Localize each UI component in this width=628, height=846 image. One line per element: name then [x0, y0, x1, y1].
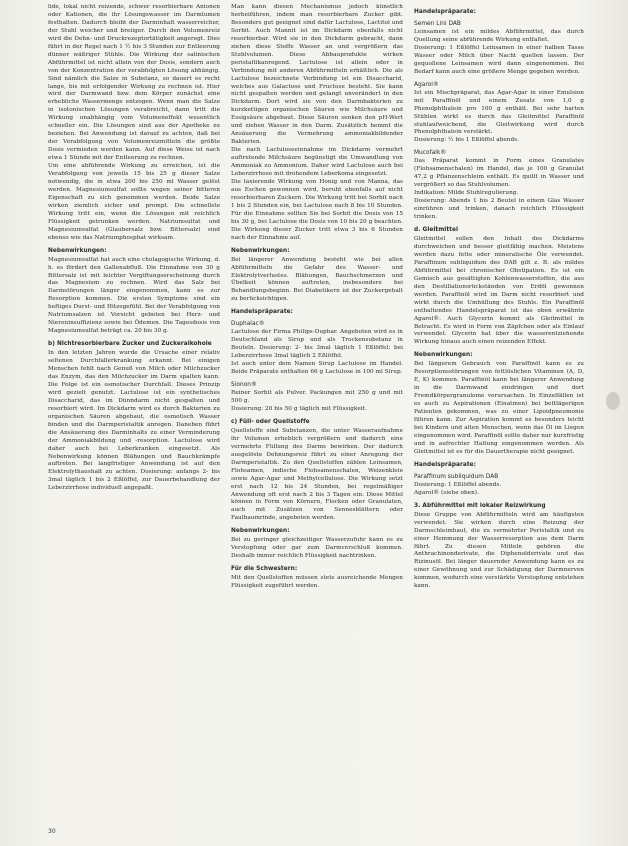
- product-name: Duphalac®: [231, 321, 265, 328]
- product-name: Semen Lini DAB: [414, 21, 461, 27]
- paragraph: Dosierung: ½ bis 1 Eßlöffel abends.: [414, 137, 520, 144]
- section-heading: b) Nichtresorbierbare Zucker und Zuckeralkohole: [48, 341, 212, 348]
- paragraph: Indikation: Milde Stuhlregulierung.: [414, 190, 519, 197]
- paragraph: Agarol® (siehe oben).: [414, 489, 479, 496]
- paragraph: Reiner Sorbit als Pulver. Packungen mit 250 g und mit 500 g.: [231, 390, 403, 404]
- section-heading: Nebenwirkungen:: [414, 352, 473, 359]
- paragraph: Bei längerer Anwendung besteht wie bei allen Abführmitteln die Gefahr des Wasser- und Elektrolytverlustes. Blähungen, Bauchschmerzen und Übelkeit können auftreten, insbesondere bei Behandlungsbeginn. Bei Diabetikern ist der Zuckergehalt zu berücksichtigen.: [231, 256, 403, 303]
- paragraph: lide, lokal nicht reizende, schwer resorbierbare Anionen oder Kationen, die ihr Lösungswasser im Darmlumen festhalten. Dadurch bleibt der Darminhalt wasserreicher, der Stuhl weicher und breiiger. Durch den Volumenreiz wird die Dehn- und Druckrezeptortätigkeit angeregt. Dies führt in der Regel nach 1 ½ bis 3 Stunden zur Entleerung dünner wäßriger Stühle. Die Wirkung der salinischen Abführmittel ist nicht allein von der Dosis, sondern auch von der Konzentration der verabfolgten Lösung abhängig. Sind nämlich die Salze in Substanz, so dauert es recht lange, bis mit erfolgender Wirkung zu rechnen ist. Hier wird der Darmwand bzw. dem Körper zunächst eine erhebliche Wassermenge entzogen. Wenn man die Salze in isotonischen Lösungen verabreicht, dann tritt die Wirkung unabhängig vom Volumeneffekt wesentlich schneller ein. Die Lösungen sind aus der Apotheke zu beziehen. Bei Anwendung ist darauf zu achten, daß bei der Verabfolgung von Volumenreizmitteln die größte Dosis vermieden werden kann. Auf diese Weise ist nach etwa 1 Stunde mit der Entleerung zu rechnen.: [48, 4, 220, 162]
- paragraph: Bei zu geringer gleichzeitiger Wasserzufuhr kann es zu Verstopfung oder gar zum Darmverschluß kommen. Deshalb immer reichlich Flüssigkeit nachtrinken.: [231, 537, 403, 560]
- paragraph: Dosierung: 20 bis 50 g täglich mit Flüssigkeit.: [231, 405, 367, 412]
- section-heading: Für die Schwestern:: [231, 566, 298, 573]
- binding-hole: [606, 392, 620, 410]
- section-heading: c) Füll- oder Quellstoffe: [231, 418, 310, 425]
- paragraph: Die nach Lactuloseeinnahme im Dickdarm vermehrt auftretende Milchsäure begünstigt die Umwandlung von Ammoniak zu Ammonium. Daher wird Lactulose auch bei Leberzirrhose mit drohendem Leberkoma eingesetzt.: [231, 147, 403, 178]
- product-name: Paraffinum subliquidum DAB: [414, 473, 499, 480]
- section-heading: Handelspräparate:: [414, 9, 477, 15]
- paragraph: Leinsamen ist ein mildes Abführmittel, das durch Quellung seine abführende Wirkung entfaltet.: [414, 29, 584, 43]
- product-name: Sionon®: [231, 382, 257, 389]
- section-heading: Nebenwirkungen:: [48, 247, 107, 254]
- product-name: Mucofalk®: [414, 150, 447, 157]
- text-column-middle: [231, 4, 403, 591]
- paragraph: Ist auch unter dem Namen Sirup Lactulose im Handel. Beide Präparate enthalten 66 g Lactulose in 100 ml Sirup.: [231, 361, 403, 376]
- paragraph: Das Präparat kommt in Form eines Granulates (Flohsamenschalen) im Handel, das je 100 g Granulat 47,2 g Pflanzenschleim enthält. Es quillt in Wasser und vergrößert so das Stuhlvolumen.: [414, 158, 584, 189]
- paragraph: Mit den Quellstoffen müssen stets ausreichende Mengen Flüssigkeit zugeführt werden.: [231, 575, 403, 590]
- paragraph: Dosierung: 1 Eßlöffel Leinsamen in einer halben Tasse Wasser oder Milch über Nacht quellen lassen. Der gequollene Leinsamen wird dann eingenommen. Bei Bedarf kann auch eine größere Menge gegeben werden.: [414, 44, 584, 75]
- paragraph: Lactulose der Firma Philips-Duphar. Angeboten wird es in Deutschland als Sirup und als Trockensubstanz in Beuteln. Dosierung: 2- bis 3mal täglich 1 Eßlöffel; bei Leberzirrhose 3mal täglich 2 Eßlöffel.: [231, 329, 403, 360]
- page-number: 30: [48, 828, 56, 835]
- paragraph: Gleitmittel sollen den Inhalt des Dickdarms durchweichen und besser gleitfähig machen. Meistens werden dazu fette oder mineralische Öle verwendet. Paraffinum subliquidum des DAB gilt z. B. als mildes Abführmittel bei chronischer Obstipation. Es ist ein Gemisch aus gesättigten Kohlenwasserstoffen, die aus den Destillationsrückständen von Erdöl gewonnen werden. Paraffinöl wird im Darm nicht resorbiert und wirkt durch die Umhüllung des Stuhls. Ein Paraffinöl enthaltendes Handelspräparat ist das oben erwähnte Agarol®. Auch Glycerin kommt als Gleitmittel in Betracht. Es wird in Form von Zäpfchen oder als Einlauf verwendet. Glycerin hat über die wasserentziehende Wirkung hinaus auch einen reizenden Effekt.: [414, 236, 584, 346]
- paragraph: Die laxierende Wirkung von Honig und von Manna, das aus Eschen gewonnen wird, beruht ebenfalls auf nicht resorbierbaren Zuckern. Die Wirkung tritt bei Sorbit nach 1 bis 2 Stunden ein, bei Lactulose nach 8 bis 10 Stunden. Für die Einnahme sollten Sie bei Sorbit die Dosis von 15 bis 30 g, bei Lactulose die Dosis von 10 bis 20 g beachten. Die Wirkung dieser Zucker tritt etwa 3 bis 6 Stunden nach der Einnahme auf.: [231, 178, 403, 241]
- paragraph: Man kann diesen Mechanismus jedoch künstlich herbeiführen, indem man resorbierbare Zucker gibt. Besonders gut geeignet sind dafür Lactulose, Lactitol und Sorbit. Auch Mannit ist im Dickdarm ebenfalls nicht resorbierbar. Wird sie in den Dickdarm gebracht, dann ziehen diese Stoffe Wasser an und vergrößern das Stuhlvolumen. Diese Abbauprodukte wirken peristaltikanregend. Lactulose ist allein oder in Verbindung mit anderen Abführmitteln erhältlich. Die als Lactulose bezeichnete Verbindung ist ein Disaccharid, welches aus Galactose und Fructose besteht. Sie kann nicht gespalten werden und gelangt unverändert in den Dickdarm. Dort wird sie von den Darmbakterien zu kurzkettigen organischen Säuren wie Milchsäure und Essigsäure abgebaut. Diese Säuren senken den pH-Wert und ziehen Wasser in den Darm. Zusätzlich hemmt die Ansäuerung die Vermehrung ammoniakbildender Bakterien.: [231, 4, 403, 146]
- text-column-right: [414, 4, 584, 591]
- paragraph: Um eine abführende Wirkung zu erreichen, ist die Verabfolgung von jeweils 15 bis 25 g dieser Salze notwendig, die in etwa 200 bis 250 ml Wasser gelöst werden. Magnesiumsulfat sollte wegen seiner bitteren Eigenschaft zu sich genommen werden. Beide Salze wirken ziemlich sicher und prompt. Die schnellste Wirkung tritt ein, wenn die Lösungen mit reichlich Flüssigkeit getrunken werden. Natriumsulfat und Magnesiumsulfat (Glaubersalz bzw. Bittersalz) sind ebenso wie das Natriumphosphat wirksam.: [48, 163, 220, 241]
- paragraph: Ist ein Mischpräparat, das Agar-Agar in einer Emulsion mit Paraffinöl und einem Zusatz von 1,0 g Phenolphthalein pro 100 g enthält. Bei sehr harten Stühlen wirkt es durch das Gleitmittel Paraffinöl stuhlaufweichend, die Gleitwirkung wird durch Phenolphthalein verstärkt.: [414, 89, 584, 136]
- paragraph: Quellstoffe sind Substanzen, die unter Wasseraufnahme ihr Volumen erheblich vergrößern und dadurch eine vermehrte Füllung des Darms bewirken. Der dadurch ausgelöste Dehnungsreiz führt zu einer Anregung der Darmperistaltik. Zu den Quellstoffen zählen Leinsamen, Flohsamen, indische Flohsamenschalen, Weizenkleie sowie Agar-Agar und Methylcellulose. Die Wirkung setzt erst nach 12 bis 24 Stunden, bei regelmäßiger Anwendung oft erst nach 2 bis 3 Tagen ein. Diese Mittel können in Form von Körnern, Flocken oder Granulaten, auch mit Zusätzen von Sennesblättern oder Faulbaumrinde, angeboten werden.: [231, 427, 403, 522]
- text-column-left: [48, 4, 220, 493]
- section-heading: 3. Abführmittel mit lokaler Reizwirkung: [414, 502, 546, 509]
- section-heading: d. Gleitmittel: [414, 227, 458, 234]
- product-name: Agarol®: [414, 81, 439, 88]
- section-heading: Nebenwirkungen:: [231, 528, 290, 535]
- paragraph: Dosierung: 1 Eßlöffel abends.: [414, 481, 502, 488]
- paragraph: Diese Gruppe von Abführmitteln wird am häufigsten verwendet. Sie wirken durch eine Reizung der Darmschleimhaut, die zu vermehrter Peristaltik und zu einer Hemmung der Wasserresorption aus dem Darm führt. Zu diesen Mitteln gehören die Anthrachinonderivate, die Diphenolderivate und das Rizinusöl. Bei länger dauernder Anwendung kann es zu einer Gewöhnung und zur Schädigung der Darmnerven kommen, wodurch eine verstärkte Verstopfung entstehen kann.: [414, 511, 584, 590]
- paragraph: In den letzten Jahren wurde die Ursache einer relativ seltenen Durchfallerkrankung erkannt. Bei einigen Menschen fehlt nach Genuß von Milch oder Milchzucker das Enzym, das den Milchzucker im Darm spalten kann. Die Folge ist ein osmotischer Durchfall. Dieses Prinzip wird gezielt genutzt. Lactulose ist ein synthetisches Disaccharid, das im Dünndarm nicht gespalten und resorbiert wird. Im Dickdarm wird es durch Bakterien zu organischen Säuren abgebaut, die osmotisch Wasser binden und die Darmperistaltik anregen. Daneben führt die Ansäuerung des Darminhalts zu einer Verminderung der Ammoniakbildung und -resorption. Lactulose wird daher auch bei Leberkranken eingesetzt. Als Nebenwirkung können Blähungen und Bauchkrämpfe auftreten. Bei langfristiger Anwendung ist auf den Elektrolythaushalt zu achten. Dosierung: anfangs 2- bis 3mal täglich 1 bis 2 Eßlöffel, zur Dauerbehandlung der Leberzirrhose individuell angepaßt.: [48, 350, 220, 492]
- section-heading: Nebenwirkungen:: [231, 247, 290, 254]
- paragraph: Magnesiumsulfat hat auch eine cholagogische Wirkung, d. h. es fördert den Gallenabfluß. Die Einnahme von 30 g Bittersalz ist mit leichter Vergiftungserscheinung durch das Magnesium zu rechnen. Wird das Salz bei Darmstörungen länger eingenommen, kann es zur Resorption kommen. Die ersten Symptome sind ein heftiges Durst- und Hitzegefühl. Bei der Verabfolgung von Natriumsalzen ist Vorsicht geboten bei Herz- und Niereninsuffizienz sowie bei Ödemen. Die Tagesdosis von Magnesiumsulfat beträgt ca. 20 bis 30 g.: [48, 256, 221, 335]
- section-heading: Handelspräparate:: [414, 461, 477, 468]
- section-heading: Handelspräparate:: [231, 309, 294, 316]
- paragraph: Dosierung: Abends 1 bis 2 Beutel in einem Glas Wasser einrühren und trinken, danach reichlich Flüssigkeit trinken.: [414, 198, 584, 221]
- paragraph: Bei längerem Gebrauch von Paraffinöl kann es zu Resorptionsstörungen von fettlöslichen Vitaminen (A, D, E, K) kommen. Paraffinöl kann bei längerer Anwendung in die Darmwand eindringen und dort Fremdkörpergranulome verursachen. In Einzelfällen ist es auch zu Aspirationen (Einatmen) bei bettlägerigen Patienten gekommen, was zu einer Lipoidpneumonie führen kann. Zur Aspiration kommt es besonders leicht bei Kindern und alten Menschen, wenn das Öl im Liegen eingenommen wird. Paraffinöl sollte daher nur kurzfristig und in aufrechter Haltung eingenommen werden. Als Gleitmittel ist es für die Dauertherapie nicht geeignet.: [414, 361, 584, 455]
